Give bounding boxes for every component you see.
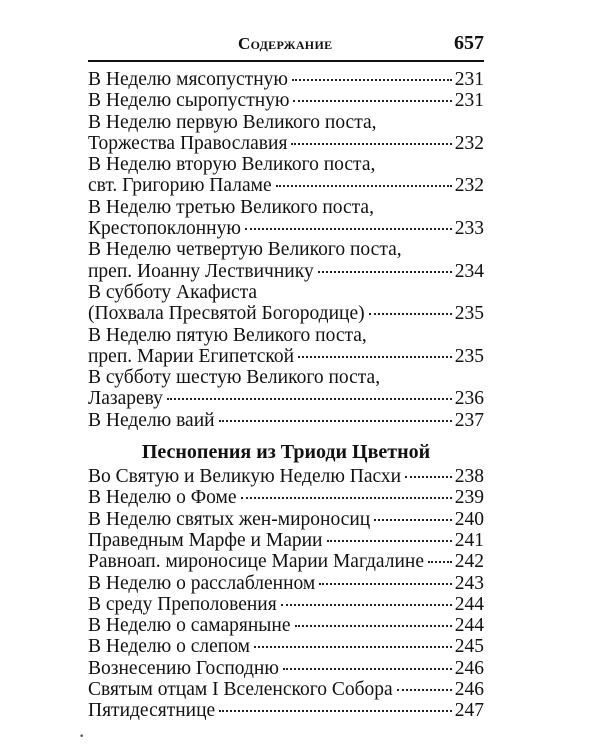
toc-entry-page: 246 — [454, 657, 484, 679]
toc-entry — [88, 658, 484, 679]
dot-leader — [292, 78, 452, 81]
toc-entry-text: Праведным Марфе и Марии — [88, 529, 323, 551]
toc-entry-text: В Неделю о самаряныне — [88, 615, 291, 637]
toc-subheading: Песнопения из Триоди Цветной — [141, 441, 431, 464]
toc-entry-page: 244 — [454, 615, 484, 637]
toc-entry-text: В Неделю пятую Великого поста, — [88, 324, 367, 346]
dot-leader — [327, 539, 452, 542]
dot-leader — [405, 475, 452, 478]
toc-entry-page: 247 — [454, 700, 484, 722]
toc-entry-line — [88, 636, 484, 657]
toc-entry — [88, 367, 484, 410]
toc-entry-text: В Неделю четвертую Великого поста, — [88, 239, 402, 261]
dot-leader — [219, 709, 452, 712]
toc-entry-page: 243 — [454, 572, 484, 594]
toc-entry — [88, 282, 484, 325]
toc-entry-text: (Похвала Пресвятой Богородице) — [88, 303, 365, 325]
toc-entry-line — [88, 487, 484, 508]
toc-entry-line — [88, 573, 484, 594]
toc-entry-text: Лазареву — [88, 388, 163, 410]
toc-entry-page: 232 — [454, 132, 484, 154]
dot-leader — [374, 518, 452, 521]
toc-entry — [88, 509, 484, 530]
toc-entry-page: 235 — [454, 303, 484, 325]
toc-entry-page: 233 — [454, 218, 484, 240]
toc-entry-text: В Неделю о Фоме — [88, 487, 237, 509]
toc-entry-line — [88, 551, 484, 572]
toc-entry-line — [88, 69, 484, 90]
toc-entry-page: 238 — [454, 466, 484, 488]
toc-entry-text: свт. Григорию Паламе — [88, 175, 272, 197]
toc-entry-line — [88, 282, 484, 303]
toc-entry-line — [88, 594, 484, 615]
toc-entry — [88, 90, 484, 111]
toc-entry-page: 246 — [454, 679, 484, 701]
toc-entry-line — [88, 175, 484, 196]
toc-entry-text: Торжества Православия — [88, 132, 288, 154]
toc-entry-line — [88, 197, 484, 218]
toc-entry — [88, 530, 484, 551]
toc-entry-page: 231 — [454, 69, 484, 90]
toc-entry-text: В Неделю о слепом — [88, 636, 250, 658]
toc-entry-page: 239 — [454, 487, 484, 509]
toc-entry-line — [88, 410, 484, 431]
toc-entry-text: Пятидесятнице — [88, 700, 216, 722]
toc-entry — [88, 239, 484, 282]
toc-entry-line — [88, 90, 484, 111]
toc-entry — [88, 197, 484, 240]
toc-entry-line — [88, 679, 484, 700]
toc-entry-line — [88, 154, 484, 175]
toc-entry-page: 235 — [454, 345, 484, 367]
toc-entry-page: 231 — [454, 90, 484, 112]
toc-entry — [88, 679, 484, 700]
toc-list-lenten — [88, 69, 484, 431]
toc-entry-text: В Неделю первую Великого поста, — [88, 111, 377, 133]
toc-entry-text: В субботу Акафиста — [88, 281, 258, 303]
toc-entry-page: 245 — [454, 636, 484, 658]
toc-entry-page: 232 — [454, 175, 484, 197]
toc-entry-text: В Неделю третью Великого поста, — [88, 196, 374, 218]
toc-entry-line — [88, 325, 484, 346]
toc-entry-text: В Неделю о расслабленном — [88, 572, 316, 594]
toc-entry-text: В Неделю ваий — [88, 409, 215, 431]
toc-entry-line — [88, 239, 484, 260]
toc-entry — [88, 551, 484, 572]
toc-entry-line — [88, 346, 484, 367]
toc-entry-line — [88, 388, 484, 409]
toc-entry-text: Вознесению Господню — [88, 657, 279, 679]
dot-leader — [245, 227, 452, 230]
toc-entry-text: В Неделю вторую Великого поста, — [88, 154, 376, 176]
toc-entry — [88, 69, 484, 90]
toc-entry-text: В Неделю святых жен-мироносиц — [88, 508, 371, 530]
toc-entry — [88, 594, 484, 615]
dot-leader — [295, 624, 452, 627]
toc-entry-page: 242 — [454, 551, 484, 573]
section-title: Содержание — [238, 34, 333, 53]
toc-entry-text: В среду Преполовения — [88, 593, 277, 615]
toc-entry-line — [88, 700, 484, 721]
toc-entry-text: Святым отцам I Вселенского Собора — [88, 679, 393, 701]
page-number: 657 — [454, 32, 484, 54]
page-corner-mark: · — [78, 723, 86, 748]
toc-entry-text: преп. Иоанну Лествичнику — [88, 260, 314, 282]
toc-entry — [88, 636, 484, 657]
toc-entry — [88, 573, 484, 594]
toc-entry-line — [88, 530, 484, 551]
toc-list-pentecostarion — [88, 466, 484, 722]
toc-entry — [88, 615, 484, 636]
toc-entry-line — [88, 218, 484, 239]
toc-entry-line — [88, 133, 484, 154]
toc-entry-line — [88, 303, 484, 324]
toc-page — [88, 32, 484, 722]
table-of-contents — [88, 69, 484, 722]
toc-entry-page: 234 — [454, 260, 484, 282]
toc-entry-text: Во Святую и Великую Неделю Пасхи — [88, 466, 402, 488]
toc-entry — [88, 700, 484, 721]
toc-entry-line — [88, 615, 484, 636]
dot-leader — [293, 99, 451, 102]
toc-entry-text: В субботу шестую Великого поста, — [88, 367, 381, 389]
toc-entry-page: 240 — [454, 508, 484, 530]
dot-leader — [241, 496, 452, 499]
dot-leader — [291, 142, 451, 145]
toc-entry-text: Крестопоклонную — [88, 218, 241, 240]
dot-leader — [167, 397, 452, 400]
toc-entry-line — [88, 261, 484, 282]
toc-entry — [88, 487, 484, 508]
toc-entry-line — [88, 367, 484, 388]
dot-leader — [369, 312, 452, 315]
toc-entry-text: преп. Марии Египетской — [88, 345, 295, 367]
toc-entry-text: В Неделю мясопустную — [88, 69, 288, 90]
toc-entry-page: 244 — [454, 593, 484, 615]
dot-leader — [319, 582, 452, 585]
toc-entry-text: В Неделю сыропустную — [88, 90, 290, 112]
dot-leader — [276, 184, 452, 187]
toc-entry — [88, 154, 484, 197]
dot-leader — [254, 645, 452, 648]
toc-entry-page: 237 — [454, 409, 484, 431]
dot-leader — [428, 560, 452, 563]
dot-leader — [281, 603, 452, 606]
toc-entry — [88, 112, 484, 155]
toc-entry-page: 236 — [454, 388, 484, 410]
dot-leader — [298, 355, 452, 358]
dot-leader — [283, 667, 452, 670]
toc-entry-line — [88, 509, 484, 530]
toc-entry — [88, 325, 484, 368]
toc-entry-line — [88, 112, 484, 133]
toc-entry-text: Равноап. мироносице Марии Магдалине — [88, 551, 424, 573]
dot-leader — [318, 270, 452, 273]
toc-entry-line — [88, 658, 484, 679]
toc-entry-line — [88, 466, 484, 487]
running-header — [88, 32, 484, 62]
toc-entry-page: 241 — [454, 529, 484, 551]
toc-entry — [88, 466, 484, 487]
toc-entry — [88, 410, 484, 431]
dot-leader — [219, 419, 452, 422]
dot-leader — [397, 688, 452, 691]
